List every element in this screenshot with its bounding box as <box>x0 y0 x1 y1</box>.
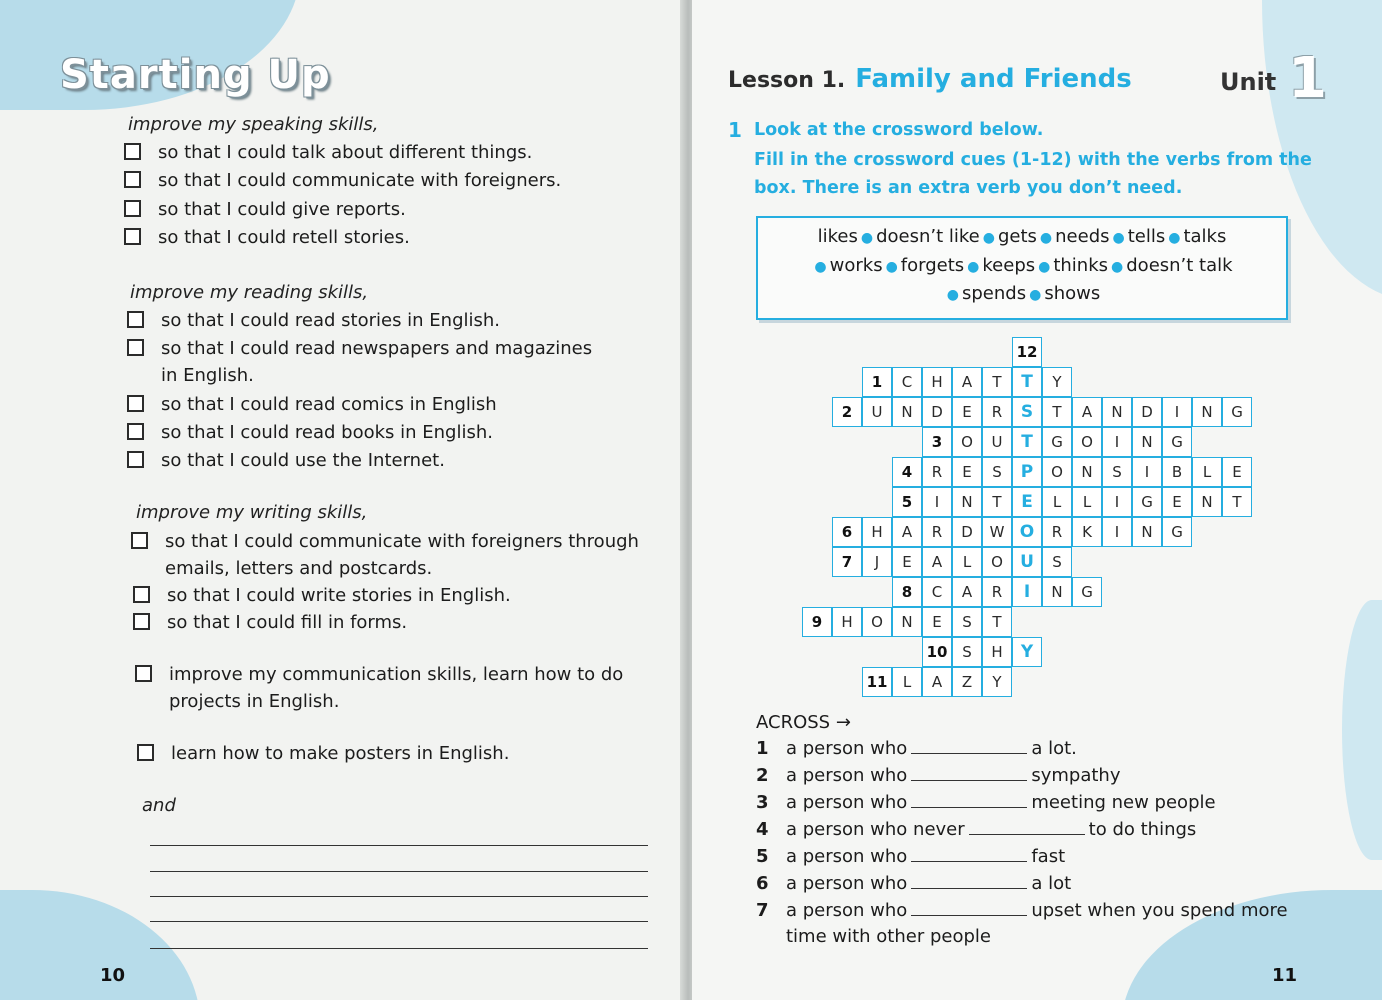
crossword-letter-cell[interactable]: R <box>982 577 1012 607</box>
clue-suffix: sympathy <box>1031 765 1121 786</box>
checkbox[interactable] <box>124 143 141 160</box>
clue-prefix: a person who <box>786 792 908 813</box>
crossword-letter-cell[interactable]: S <box>1102 457 1132 487</box>
clue-continuation: time with other people <box>786 926 991 947</box>
crossword-letter-cell[interactable]: N <box>1042 577 1072 607</box>
crossword-letter-cell[interactable]: I <box>1102 427 1132 457</box>
verb-box <box>756 216 1288 320</box>
crossword-number-cell: 4 <box>892 457 922 487</box>
crossword-letter-cell[interactable]: O <box>952 427 982 457</box>
crossword-letter-cell[interactable]: N <box>952 487 982 517</box>
answer-blank[interactable] <box>911 874 1027 889</box>
crossword-letter-cell[interactable]: G <box>1162 427 1192 457</box>
crossword-letter-cell[interactable]: K <box>1072 517 1102 547</box>
verb: keeps <box>982 255 1036 276</box>
clue-prefix: a person who never <box>786 819 965 840</box>
checkbox-label: so that I could retell stories. <box>158 227 410 248</box>
checkbox[interactable] <box>127 395 144 412</box>
checkbox[interactable] <box>127 451 144 468</box>
verb: works <box>829 255 883 276</box>
verb-line: ● works ● forgets ● keeps ● thinks ● doesn’t talk <box>814 255 1233 276</box>
crossword-letter-cell[interactable]: H <box>832 607 862 637</box>
reading-heading: improve my reading skills, <box>130 282 369 303</box>
crossword-letter-cell[interactable]: I <box>1012 577 1042 607</box>
crossword-letter-cell[interactable]: I <box>1102 487 1132 517</box>
clue-suffix: upset when you spend more <box>1031 900 1288 921</box>
crossword-letter-cell[interactable]: Y <box>1042 367 1072 397</box>
crossword-letter-cell[interactable]: R <box>922 457 952 487</box>
crossword-letter-cell[interactable]: T <box>982 607 1012 637</box>
crossword-letter-cell[interactable]: T <box>1012 367 1042 397</box>
crossword-letter-cell[interactable]: S <box>1042 547 1072 577</box>
crossword-letter-cell[interactable]: T <box>1042 397 1072 427</box>
verb-line: likes ● doesn’t like ● gets ● needs ● tells ● talks <box>817 226 1227 247</box>
checkbox-label: so that I could give reports. <box>158 199 406 220</box>
task-instruction: box. There is an extra verb you don’t need. <box>754 178 1183 198</box>
crossword-letter-cell[interactable]: A <box>952 367 982 397</box>
clue-prefix: a person who <box>786 846 908 867</box>
crossword-letter-cell[interactable]: D <box>952 517 982 547</box>
crossword-letter-cell[interactable]: I <box>1162 397 1192 427</box>
clue-text <box>786 900 1288 921</box>
clue-suffix: a lot. <box>1031 738 1077 759</box>
crossword-letter-cell[interactable]: L <box>1072 487 1102 517</box>
clue-number: 3 <box>756 792 769 813</box>
checkbox[interactable] <box>133 613 150 630</box>
crossword-number-cell: 11 <box>862 667 892 697</box>
crossword-letter-cell[interactable]: N <box>1132 427 1162 457</box>
answer-blank[interactable] <box>969 820 1085 835</box>
crossword-letter-cell[interactable]: A <box>922 547 952 577</box>
crossword-letter-cell[interactable]: R <box>1042 517 1072 547</box>
crossword-letter-cell[interactable]: T <box>982 487 1012 517</box>
crossword-letter-cell[interactable]: E <box>892 547 922 577</box>
crossword-letter-cell[interactable]: Z <box>952 667 982 697</box>
crossword-letter-cell[interactable]: N <box>1132 517 1162 547</box>
crossword-letter-cell[interactable]: T <box>1222 487 1252 517</box>
crossword-letter-cell[interactable]: D <box>1132 397 1162 427</box>
clue-number: 6 <box>756 873 769 894</box>
checkbox-label: so that I could use the Internet. <box>161 450 445 471</box>
answer-blank[interactable] <box>911 901 1027 916</box>
unit-label: Unit <box>1220 68 1277 96</box>
clue-text <box>786 846 1065 867</box>
crossword-letter-cell[interactable]: N <box>892 607 922 637</box>
crossword-letter-cell[interactable]: O <box>862 607 892 637</box>
crossword-letter-cell[interactable]: P <box>1012 457 1042 487</box>
crossword-letter-cell[interactable]: L <box>1192 457 1222 487</box>
crossword-number-cell: 7 <box>832 547 862 577</box>
clue-text <box>786 765 1120 786</box>
lesson-title <box>728 64 1132 94</box>
crossword-letter-cell[interactable]: U <box>982 427 1012 457</box>
lesson-name: Family and Friends <box>855 64 1132 94</box>
crossword-number-cell: 1 <box>862 367 892 397</box>
crossword-number-cell: 8 <box>892 577 922 607</box>
crossword-letter-cell[interactable]: Y <box>1012 637 1042 667</box>
task-instruction: Fill in the crossword cues (1-12) with the verbs from the <box>754 150 1312 170</box>
crossword-letter-cell[interactable]: G <box>1132 487 1162 517</box>
checkbox[interactable] <box>124 200 141 217</box>
checkbox-label: so that I could write stories in English. <box>167 585 511 606</box>
crossword-letter-cell[interactable]: I <box>1132 457 1162 487</box>
verb: spends <box>962 283 1027 304</box>
crossword-letter-cell[interactable]: H <box>922 367 952 397</box>
lesson-label: Lesson 1. <box>728 68 846 93</box>
crossword-letter-cell[interactable]: O <box>1012 517 1042 547</box>
crossword-letter-cell[interactable]: O <box>1042 457 1072 487</box>
crossword-letter-cell[interactable]: H <box>982 637 1012 667</box>
crossword-letter-cell[interactable]: Y <box>982 667 1012 697</box>
clue-text <box>786 819 1196 840</box>
crossword-letter-cell[interactable]: R <box>982 397 1012 427</box>
clue-text <box>786 792 1216 813</box>
checkbox-label: so that I could read books in English. <box>161 422 493 443</box>
page-number: 10 <box>100 965 126 986</box>
crossword-letter-cell[interactable]: D <box>922 397 952 427</box>
crossword-letter-cell[interactable]: H <box>862 517 892 547</box>
page-number: 11 <box>1272 965 1298 986</box>
answer-blank[interactable] <box>911 766 1027 781</box>
checkbox-label: so that I could read comics in English <box>161 394 497 415</box>
crossword-letter-cell[interactable]: B <box>1162 457 1192 487</box>
checkbox[interactable] <box>135 665 152 682</box>
task-number: 1 <box>728 118 742 142</box>
checkbox[interactable] <box>137 744 154 761</box>
crossword-number-cell: 10 <box>922 637 952 667</box>
verb: talks <box>1183 226 1227 247</box>
clue-prefix: a person who <box>786 765 908 786</box>
clue-suffix: meeting new people <box>1031 792 1216 813</box>
verb: gets <box>997 226 1037 247</box>
writing-line[interactable] <box>150 845 648 846</box>
checkbox[interactable] <box>127 339 144 356</box>
decorative-corner <box>1342 600 1382 860</box>
crossword-number-cell: 2 <box>832 397 862 427</box>
answer-blank[interactable] <box>911 739 1027 754</box>
writing-line[interactable] <box>150 921 648 922</box>
checkbox[interactable] <box>131 532 148 549</box>
crossword-letter-cell[interactable]: N <box>1102 397 1132 427</box>
crossword-number-cell: 12 <box>1012 337 1042 367</box>
crossword-letter-cell[interactable]: A <box>892 517 922 547</box>
crossword-letter-cell[interactable]: T <box>982 367 1012 397</box>
clue-text <box>786 738 1077 759</box>
crossword-letter-cell[interactable]: G <box>1072 577 1102 607</box>
task-instruction: Look at the crossword below. <box>754 120 1044 140</box>
clue-suffix: a lot <box>1031 873 1072 894</box>
speaking-heading: improve my speaking skills, <box>128 114 379 135</box>
crossword-letter-cell[interactable]: G <box>1162 517 1192 547</box>
crossword-letter-cell[interactable]: J <box>862 547 892 577</box>
crossword-letter-cell[interactable]: E <box>1162 487 1192 517</box>
crossword-letter-cell[interactable]: A <box>922 667 952 697</box>
checkbox[interactable] <box>127 423 144 440</box>
crossword-letter-cell[interactable]: N <box>892 397 922 427</box>
crossword-letter-cell[interactable]: S <box>952 637 982 667</box>
clue-prefix: a person who <box>786 738 908 759</box>
left-page <box>0 0 686 1000</box>
checkbox-label: so that I could read newspapers and magazines in English. <box>161 338 593 386</box>
checkbox[interactable] <box>133 586 150 603</box>
crossword-letter-cell[interactable]: L <box>1042 487 1072 517</box>
unit-number: 1 <box>1288 46 1327 111</box>
verb-line: ● spends ● shows <box>946 283 1101 304</box>
writing-line[interactable] <box>150 948 648 949</box>
checkbox-label: improve my communication skills, learn how to do projects in English. <box>169 664 624 712</box>
clue-number: 2 <box>756 765 769 786</box>
clue-suffix: to do things <box>1088 819 1197 840</box>
crossword-letter-cell[interactable]: E <box>952 457 982 487</box>
crossword-letter-cell[interactable]: S <box>952 607 982 637</box>
crossword-letter-cell[interactable]: C <box>922 577 952 607</box>
writing-line[interactable] <box>150 896 648 897</box>
verb: forgets <box>900 255 965 276</box>
answer-blank[interactable] <box>911 793 1027 808</box>
crossword-letter-cell[interactable]: G <box>1222 397 1252 427</box>
crossword-letter-cell[interactable]: S <box>982 457 1012 487</box>
crossword-letter-cell[interactable]: G <box>1042 427 1072 457</box>
crossword-letter-cell[interactable]: A <box>1072 397 1102 427</box>
crossword-letter-cell[interactable]: W <box>982 517 1012 547</box>
clue-number: 7 <box>756 900 769 921</box>
checkbox[interactable] <box>127 311 144 328</box>
crossword-letter-cell[interactable]: E <box>922 607 952 637</box>
crossword-letter-cell[interactable]: T <box>1012 427 1042 457</box>
verb: shows <box>1044 283 1101 304</box>
crossword-letter-cell[interactable]: N <box>1072 457 1102 487</box>
crossword-number-cell: 3 <box>922 427 952 457</box>
crossword-letter-cell[interactable]: E <box>952 397 982 427</box>
crossword-number-cell: 6 <box>832 517 862 547</box>
crossword-letter-cell[interactable]: E <box>1012 487 1042 517</box>
checkbox[interactable] <box>124 228 141 245</box>
crossword-letter-cell[interactable]: E <box>1222 457 1252 487</box>
clue-prefix: a person who <box>786 900 908 921</box>
clue-text <box>786 873 1071 894</box>
clue-number: 1 <box>756 738 769 759</box>
crossword-letter-cell[interactable]: U <box>1012 547 1042 577</box>
crossword-number-cell: 9 <box>802 607 832 637</box>
crossword-letter-cell[interactable]: I <box>922 487 952 517</box>
verb: doesn’t talk <box>1126 255 1233 276</box>
crossword-letter-cell[interactable]: A <box>952 577 982 607</box>
and-label: and <box>142 795 176 816</box>
page-title: Starting Up <box>60 52 331 98</box>
clue-suffix: fast <box>1031 846 1066 867</box>
checkbox-label: so that I could communicate with foreigners through emails, letters and postcards. <box>165 531 639 579</box>
verb: tells <box>1127 226 1166 247</box>
checkbox-label: so that I could communicate with foreigners. <box>158 170 562 191</box>
writing-heading: improve my writing skills, <box>136 502 368 523</box>
verb: doesn’t like <box>876 226 980 247</box>
clue-number: 5 <box>756 846 769 867</box>
crossword-letter-cell[interactable]: U <box>862 397 892 427</box>
checkbox-label: so that I could fill in forms. <box>167 612 408 633</box>
checkbox-label: so that I could read stories in English. <box>161 310 501 331</box>
crossword-letter-cell[interactable]: I <box>1102 517 1132 547</box>
checkbox-label: so that I could talk about different things. <box>158 142 533 163</box>
verb: needs <box>1055 226 1110 247</box>
verb: thinks <box>1053 255 1109 276</box>
across-heading: ACROSS → <box>756 712 851 733</box>
crossword-letter-cell[interactable]: L <box>892 667 922 697</box>
answer-blank[interactable] <box>911 847 1027 862</box>
crossword-letter-cell[interactable]: S <box>1012 397 1042 427</box>
crossword-letter-cell[interactable]: O <box>1072 427 1102 457</box>
checkbox[interactable] <box>124 171 141 188</box>
crossword-letter-cell[interactable]: N <box>1192 487 1222 517</box>
right-page <box>692 0 1382 1000</box>
crossword-letter-cell[interactable]: N <box>1192 397 1222 427</box>
writing-line[interactable] <box>150 871 648 872</box>
crossword-letter-cell[interactable]: O <box>982 547 1012 577</box>
verb: likes <box>817 226 858 247</box>
clue-prefix: a person who <box>786 873 908 894</box>
crossword-number-cell: 5 <box>892 487 922 517</box>
checkbox-label: learn how to make posters in English. <box>171 743 510 764</box>
crossword-letter-cell[interactable]: R <box>922 517 952 547</box>
clue-number: 4 <box>756 819 769 840</box>
crossword-letter-cell[interactable]: L <box>952 547 982 577</box>
crossword-letter-cell[interactable]: C <box>892 367 922 397</box>
